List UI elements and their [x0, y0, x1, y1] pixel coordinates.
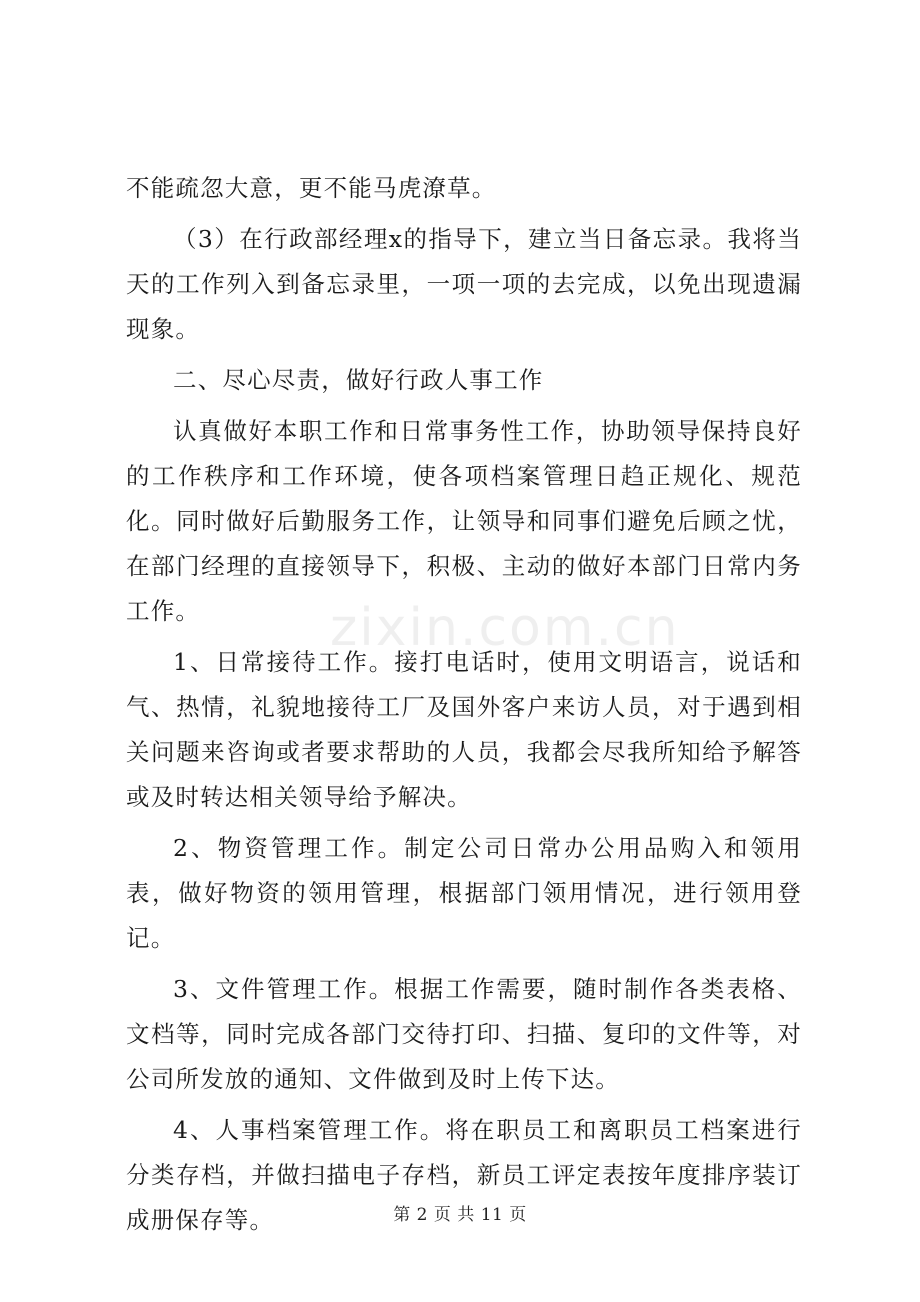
section-heading: 二、尽心尽责，做好行政人事工作	[173, 366, 544, 394]
page-footer: 第 2 页 共 11 页	[393, 1205, 527, 1225]
paragraph-reception: 1、日常接待工作。接打电话时，使用文明语言，说话和气、热情，礼貌地接待工厂及国外客户来访人员，对于遇到相关问题来咨询或者要求帮助的人员，我都会尽我所知给予解答或及时转达相关领导给予解决。	[126, 648, 802, 811]
paragraph-item-3: （3）在行政部经理x的指导下，建立当日备忘录。我将当天的工作列入到备忘录里，一项一项的去完成，以免出现遗漏现象。	[126, 225, 802, 343]
watermark: zixin.com.cn	[330, 598, 680, 658]
paragraph-files: 3、文件管理工作。根据工作需要，随时制作各类表格、文档等，同时完成各部门交待打印、扫描、复印的文件等，对公司所发放的通知、文件做到及时上传下达。	[126, 975, 802, 1093]
paragraph-personnel: 4、人事档案管理工作。将在职员工和离职员工档案进行分类存档，并做扫描电子存档，新员工评定表按年度排序装订成册保存等。	[126, 1116, 802, 1234]
paragraph-intro: 认真做好本职工作和日常事务性工作，协助领导保持良好的工作秩序和工作环境，使各项档案管理日趋正规化、规范化。同时做好后勤服务工作，让领导和同事们避免后顾之忧，在部门经理的直接领导下，积极、主动的做好本部门日常内务工作。	[126, 417, 802, 625]
paragraph-continuation: 不能疏忽大意，更不能马虎潦草。	[126, 174, 497, 202]
paragraph-materials: 2、物资管理工作。制定公司日常办公用品购入和领用表，做好物资的领用管理，根据部门领用情况，进行领用登记。	[126, 834, 802, 952]
document-body	[126, 166, 802, 1249]
